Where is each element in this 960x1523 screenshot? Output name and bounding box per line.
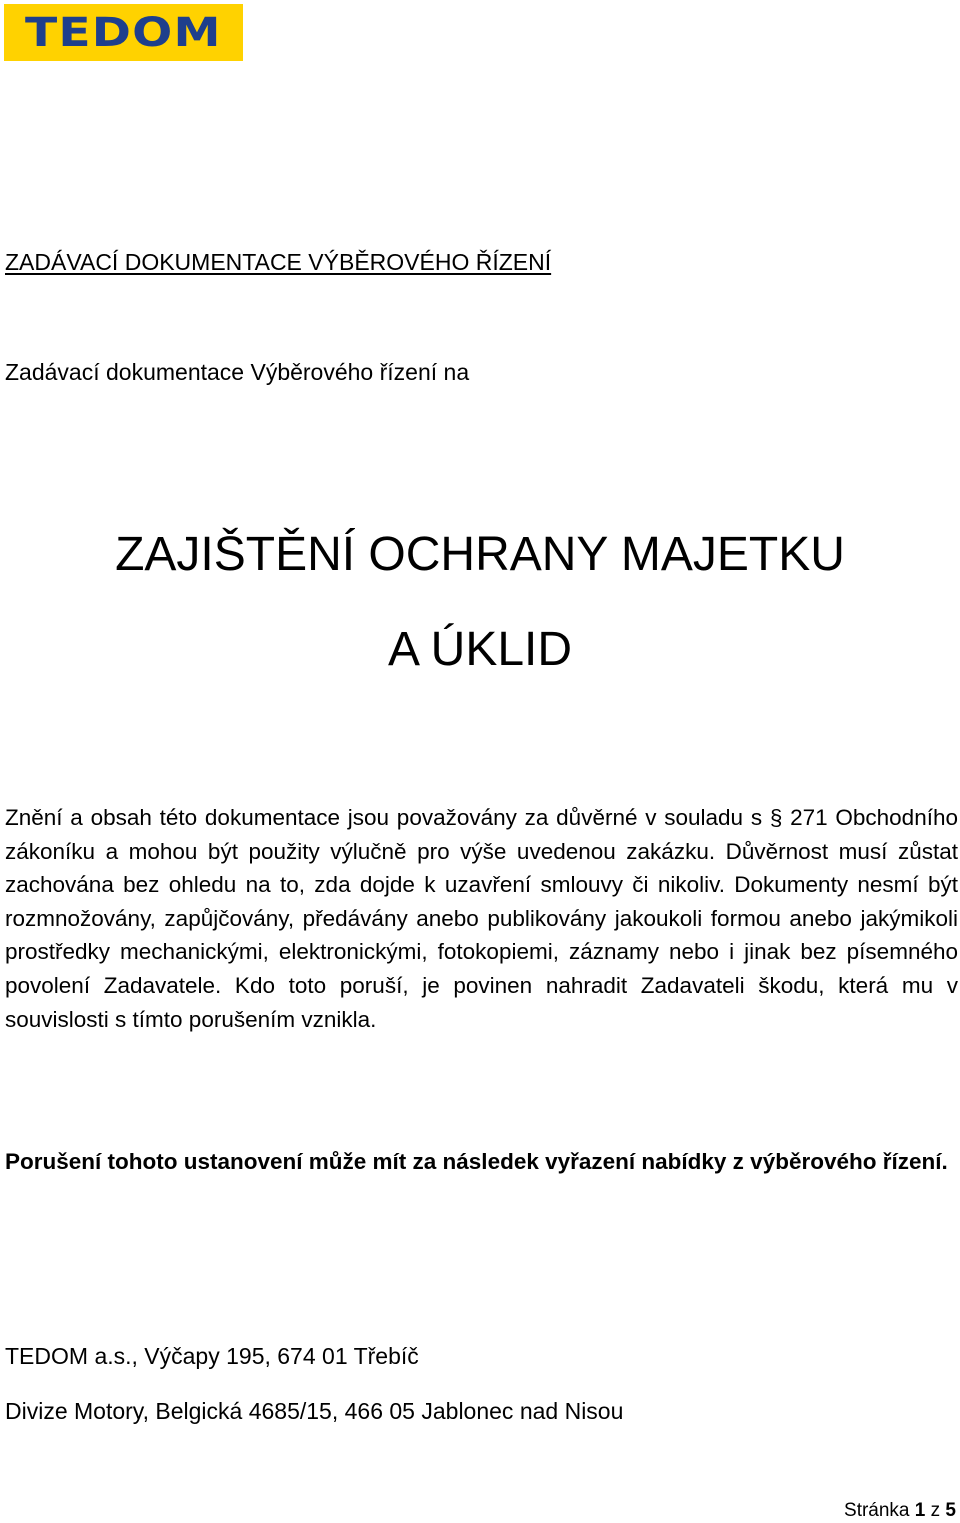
logo-wordmark: TEDOM (25, 9, 222, 56)
document-heading: ZADÁVACÍ DOKUMENTACE VÝBĚROVÉHO ŘÍZENÍ (5, 249, 552, 275)
confidentiality-paragraph: Znění a obsah této dokumentace jsou považovány za důvěrné v souladu s § 271 Obchodního zákoníku a mohou být použity výlučně pro výše uvedenou zakázku. Důvěrnost musí zůstat zachována bez ohledu na to, zda dojde k uzavření smlouvy či nikoliv. Dokumenty nesmí být rozmnožovány, zapůjčovány, předávány anebo publikovány jakoukoli formou anebo jakýmikoli prostředky mechanickými, elektronickými, fotokopiemi, záznamy nebo i jinak bez písemného povolení Zadavatele. Kdo toto poruší, je povinen nahradit Zadavateli škodu, která mu v souvislosti s tímto porušením vznikla. (5, 805, 958, 1032)
document-subtitle: Zadávací dokumentace Výběrového řízení na (5, 359, 470, 385)
page-label: Stránka (844, 1500, 910, 1521)
page-total: 5 (945, 1500, 956, 1521)
main-title-line-2: A ÚKLID (387, 623, 573, 676)
company-address: TEDOM a.s., Výčapy 195, 674 01 Třebíč (5, 1343, 419, 1369)
page-number (844, 1500, 956, 1522)
page-of: z (930, 1500, 941, 1521)
page-current: 1 (914, 1500, 926, 1521)
warning-paragraph: Porušení tohoto ustanovení může mít za následek vyřazení nabídky z výběrového řízení. (5, 1149, 948, 1174)
tedom-logo (4, 4, 243, 61)
division-address: Divize Motory, Belgická 4685/15, 466 05 Jablonec nad Nisou (5, 1398, 624, 1424)
main-title-line-1: ZAJIŠTĚNÍ OCHRANY MAJETKU (115, 528, 845, 581)
